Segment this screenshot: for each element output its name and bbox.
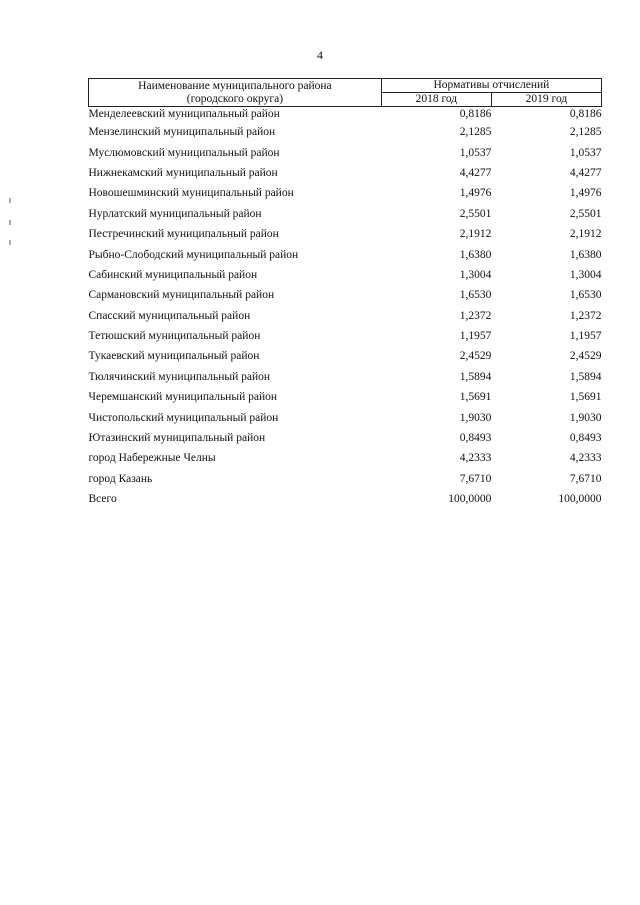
table-row (89, 244, 602, 264)
row-value-2018: 1,9030 (459, 411, 492, 424)
column-header-2018: 2018 год (381, 93, 491, 107)
row-value-2018: 2,4529 (459, 350, 492, 363)
row-value-2019: 1,5894 (569, 370, 602, 383)
table-row (89, 407, 602, 427)
row-value-2019: 1,0537 (569, 146, 602, 159)
row-value-2019: 7,6710 (569, 472, 602, 485)
column-header-norms: Нормативы отчислений (381, 79, 601, 93)
table-row (89, 387, 602, 407)
row-value-2019: 1,6380 (569, 248, 602, 261)
row-value-2019: 0,8493 (569, 432, 602, 445)
row-value-2018: 100,0000 (448, 493, 492, 506)
header-name-line1: Наименование муниципального района (138, 79, 332, 92)
row-name: Новошешминский муниципальный район (88, 187, 294, 200)
table-row (89, 346, 602, 366)
row-value-2019: 1,2372 (569, 309, 602, 322)
row-value-2018: 0,8186 (459, 108, 492, 120)
row-name: Муслюмовский муниципальный район (88, 146, 280, 159)
row-value-2018: 1,6380 (459, 248, 492, 261)
table-row (89, 265, 602, 285)
row-value-2019: 0,8186 (569, 108, 602, 120)
row-name: Спасский муниципальный район (88, 309, 251, 322)
row-value-2018: 1,6530 (459, 289, 492, 302)
page-number: 4 (317, 48, 323, 62)
row-value-2019: 4,2333 (569, 452, 602, 465)
column-header-name (89, 79, 382, 107)
row-value-2019: 1,6530 (569, 289, 602, 302)
column-header-2019: 2019 год (491, 93, 601, 107)
margin-mark (9, 240, 11, 245)
row-name: Ютазинский муниципальный район (88, 432, 266, 445)
row-name: город Казань (88, 472, 153, 485)
row-name: Мензелинский муниципальный район (88, 126, 276, 139)
table-row (89, 367, 602, 387)
row-name: Нурлатский муниципальный район (88, 207, 262, 220)
row-name: Черемшанский муниципальный район (88, 391, 278, 404)
margin-mark (9, 198, 11, 203)
row-name: Нижнекамский муниципальный район (88, 166, 278, 179)
table-row (89, 489, 602, 509)
table-row (89, 107, 602, 123)
row-name: Сармановский муниципальный район (88, 289, 275, 302)
table-row (89, 163, 602, 183)
row-name: Тукаевский муниципальный район (88, 350, 260, 363)
row-value-2019: 2,1912 (569, 228, 602, 241)
row-value-2018: 1,5894 (459, 370, 492, 383)
row-name: Рыбно-Слободский муниципальный район (88, 248, 299, 261)
row-value-2018: 1,5691 (459, 391, 492, 404)
table-row (89, 306, 602, 326)
row-name: Тюлячинский муниципальный район (88, 370, 271, 383)
row-value-2018: 2,5501 (459, 207, 492, 220)
row-value-2018: 4,2333 (459, 452, 492, 465)
table-row (89, 448, 602, 468)
table-row (89, 469, 602, 489)
row-name: Тетюшский муниципальный район (88, 330, 261, 343)
table-header (89, 79, 602, 107)
row-value-2019: 1,4976 (569, 187, 602, 200)
table-body (89, 107, 602, 510)
row-value-2018: 1,2372 (459, 309, 492, 322)
row-value-2019: 100,0000 (558, 493, 602, 506)
row-value-2018: 1,0537 (459, 146, 492, 159)
row-value-2018: 2,1285 (459, 126, 492, 139)
row-value-2018: 1,3004 (459, 268, 492, 281)
row-value-2019: 1,5691 (569, 391, 602, 404)
row-value-2019: 1,9030 (569, 411, 602, 424)
row-value-2018: 4,4277 (459, 166, 492, 179)
row-name: Чистопольский муниципальный район (88, 411, 279, 424)
row-value-2018: 2,1912 (459, 228, 492, 241)
row-value-2018: 1,4976 (459, 187, 492, 200)
table-row (89, 142, 602, 162)
row-value-2019: 1,1957 (569, 330, 602, 343)
row-value-2019: 2,5501 (569, 207, 602, 220)
margin-mark (9, 220, 11, 225)
row-value-2018: 1,1957 (459, 330, 492, 343)
table-row (89, 285, 602, 305)
table-row (89, 326, 602, 346)
row-name: Пестречинский муниципальный район (88, 228, 279, 241)
row-value-2019: 2,4529 (569, 350, 602, 363)
row-name: город Набережные Челны (88, 452, 216, 465)
row-name: Менделеевский муниципальный район (88, 108, 280, 120)
row-value-2018: 0,8493 (459, 432, 492, 445)
row-name: Сабинский муниципальный район (88, 268, 258, 281)
row-value-2019: 2,1285 (569, 126, 602, 139)
table-row (89, 183, 602, 203)
row-value-2018: 7,6710 (459, 472, 492, 485)
table-row (89, 122, 602, 142)
header-name-line2: (городского округа) (186, 92, 284, 105)
row-value-2019: 4,4277 (569, 166, 602, 179)
table-row (89, 428, 602, 448)
row-value-2019: 1,3004 (569, 268, 602, 281)
norms-table (88, 78, 602, 509)
table-row (89, 224, 602, 244)
row-name: Всего (88, 493, 117, 506)
table-row (89, 204, 602, 224)
